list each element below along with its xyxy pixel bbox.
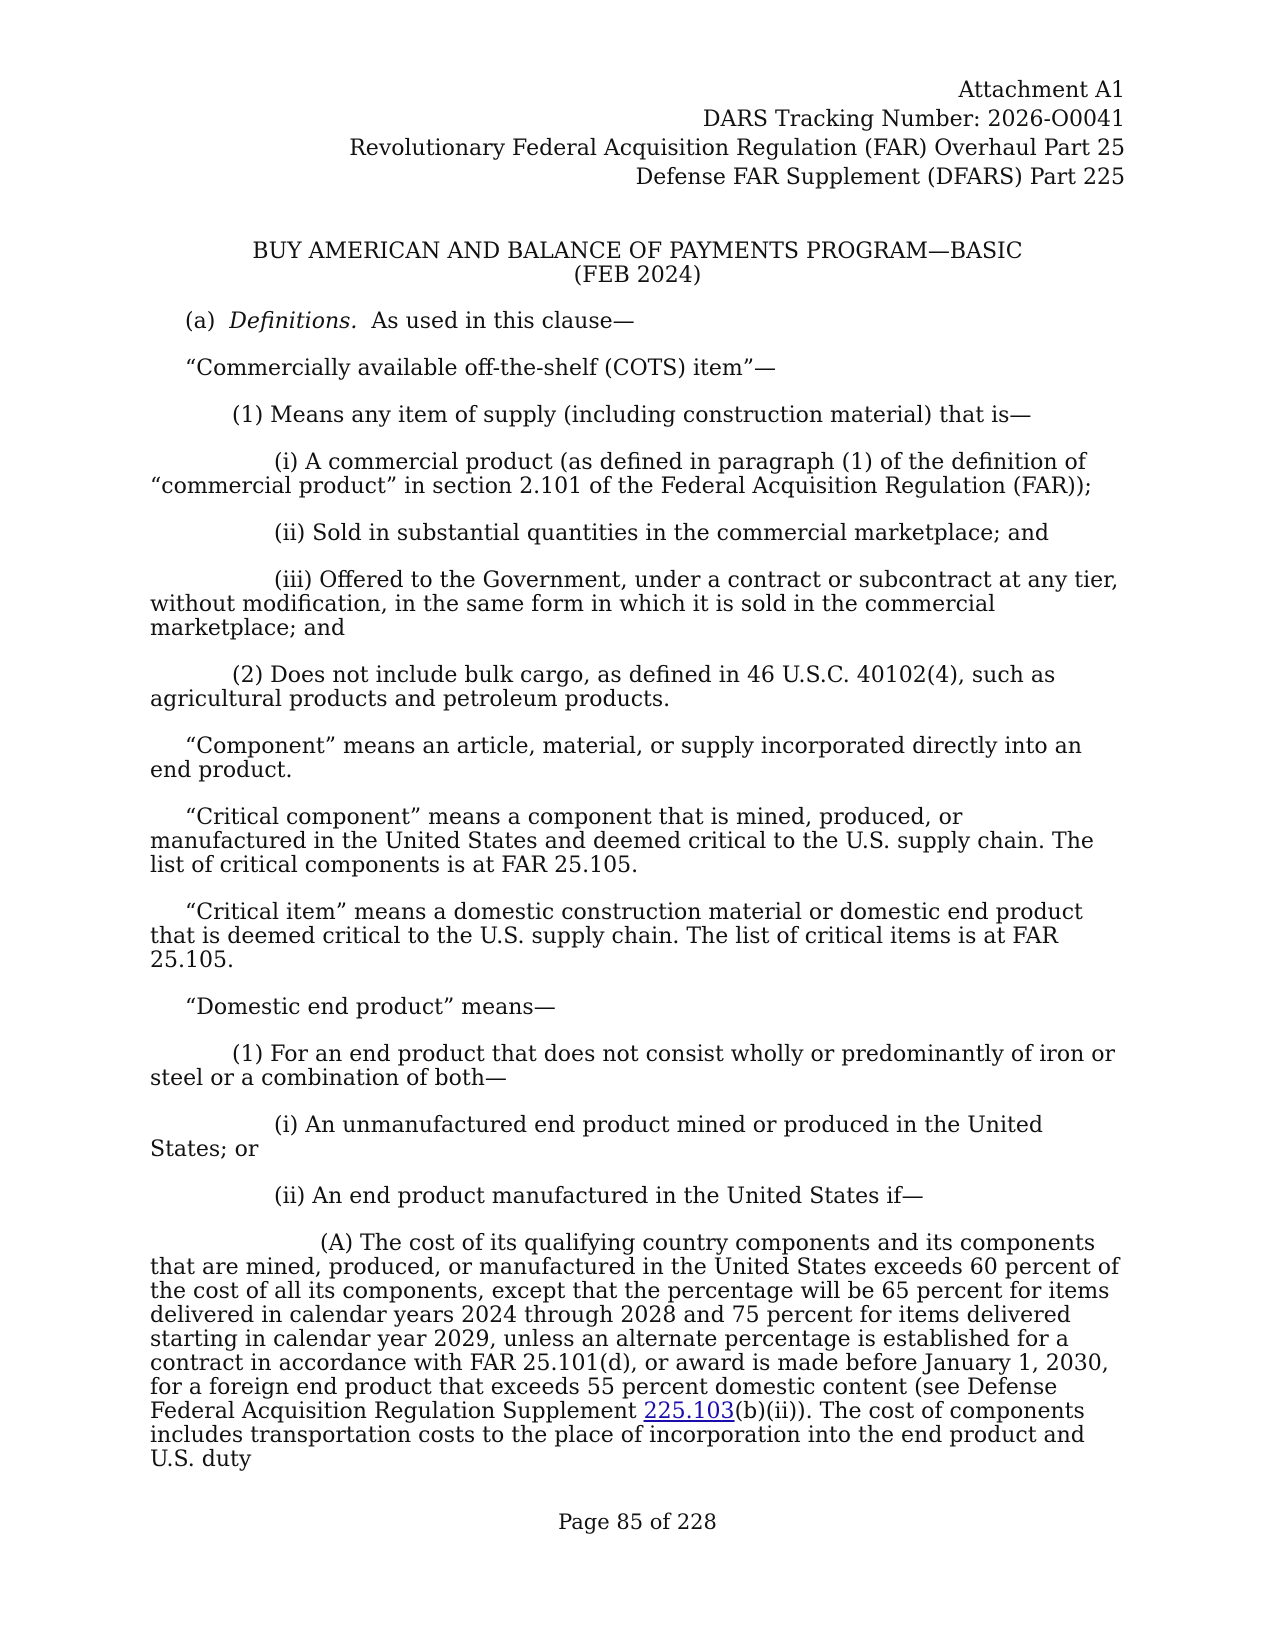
- header-attachment: Attachment A1: [958, 78, 1125, 103]
- definition-domestic-1-ii: (ii) An end product manufactured in the United States if—: [274, 1184, 924, 1209]
- header-tracking-number: DARS Tracking Number: 2026-O0041: [702, 107, 1125, 132]
- paragraph-a: [150, 310, 1125, 334]
- definition-cots-term: “Commercially available off-the-shelf (COTS) item”—: [185, 356, 776, 381]
- definition-critical-component: “Critical component” means a component that is mined, produced, or manufactured in the United States and deemed critical to the U.S. supply chain. The list of critical components is at FAR 25.105.: [150, 805, 1094, 878]
- clause-title: [150, 240, 1125, 288]
- paragraph-a-text: As used in this clause—: [371, 309, 635, 334]
- header-dfars-part: Defense FAR Supplement (DFARS) Part 225: [635, 165, 1125, 190]
- definition-component: “Component” means an article, material, or supply incorporated directly into an end product.: [150, 734, 1082, 783]
- paragraph-a-label: (a): [185, 309, 216, 334]
- definition-cots-1-i: (i) A commercial product (as defined in paragraph (1) of the definition of “commercial product” in section 2.101 of the Federal Acquisition Regulation (FAR));: [150, 450, 1092, 499]
- definition-critical-item: “Critical item” means a domestic construction material or domestic end product that is deemed critical to the U.S. supply chain. The list of critical items is at FAR 25.105.: [150, 900, 1083, 973]
- definition-domestic-1-i: (i) An unmanufactured end product mined or produced in the United States; or: [150, 1113, 1043, 1162]
- paragraph-A-text-before-link: (A) The cost of its qualifying country components and its components that are mined, produced, or manufactured in the United States exceeds 60 percent of the cost of all its components, except that the percentage will be 65 percent for items delivered in calendar years 2024 through 2028 and 75 percent for items delivered starting in calendar year 2029, unless an alternate percentage is established for a contract in accordance with FAR 25.101(d), or award is made before January 1, 2030, for a foreign end product that exceeds 55 percent domestic content (see Defense Federal Acquisition Regulation Supplement: [150, 1231, 1120, 1424]
- clause-body: [150, 310, 1125, 1472]
- definition-cots-2: (2) Does not include bulk cargo, as defined in 46 U.S.C. 40102(4), such as agricultural products and petroleum products.: [150, 663, 1056, 712]
- clause-title-main: BUY AMERICAN AND BALANCE OF PAYMENTS PROGRAM—BASIC: [252, 239, 1023, 264]
- dfars-225-103-link[interactable]: 225.103: [643, 1399, 735, 1424]
- paragraph-A-text-after-link: (b)(ii)). The cost of components includes transportation costs to the place of incorporation into the end product and U.S. duty: [150, 1399, 1085, 1472]
- clause-title-date: (FEB 2024): [573, 263, 702, 288]
- definition-domestic-1: (1) For an end product that does not consist wholly or predominantly of iron or steel or a combination of both—: [150, 1042, 1115, 1091]
- document-header: [349, 76, 1125, 192]
- definition-domestic-1-ii-A: [150, 1232, 1125, 1472]
- page-number: Page 85 of 228: [558, 1510, 717, 1534]
- definition-cots-1-ii: (ii) Sold in substantial quantities in the commercial marketplace; and: [274, 521, 1050, 546]
- paragraph-a-heading: Definitions.: [229, 309, 358, 334]
- header-far-part: Revolutionary Federal Acquisition Regulation (FAR) Overhaul Part 25: [349, 136, 1125, 161]
- definition-cots-1: (1) Means any item of supply (including construction material) that is—: [232, 403, 1032, 428]
- definition-domestic-end-product-term: “Domestic end product” means—: [185, 995, 556, 1020]
- definition-cots-1-iii: (iii) Offered to the Government, under a contract or subcontract at any tier, without modification, in the same form in which it is sold in the commercial marketplace; and: [150, 568, 1119, 641]
